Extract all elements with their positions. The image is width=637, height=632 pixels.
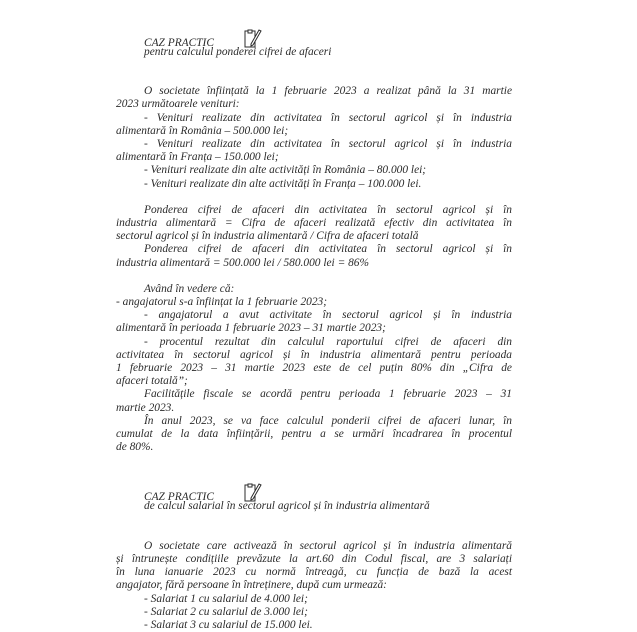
case1-intro-line: 2023 următoarele venituri: [116, 98, 240, 111]
clipboard-pencil-icon [242, 481, 262, 503]
formula-line: industria alimentară = 500.000 lei / 580.000 lei = 86% [116, 256, 369, 269]
case1-title: CAZ PRACTIC [144, 37, 214, 49]
formula-line: industria alimentară = Cifra de afaceri realizată efectiv din activitatea în [116, 217, 512, 230]
case1-subtitle: pentru calculul ponderei cifrei de afaceri [144, 46, 332, 58]
conditions-line: - procentul rezultat din calculul raportului cifrei de afaceri din [144, 335, 512, 348]
conditions-line: martie 2023. [116, 401, 175, 414]
case1-item: - Venituri realizate din activitatea în sectorul agricol și în industria [144, 111, 512, 124]
case2-subtitle: de calcul salarial în sectorul agricol și în industria alimentară [144, 500, 430, 513]
case2-intro-line: O societate care activează în sectorul agricol și în industria alimentară [144, 539, 512, 552]
formula-line: Ponderea cifrei de afaceri din activitatea în sectorul agricol și în [144, 243, 512, 256]
formula-line: sectorul agricol și în industria alimentară / Cifra de afaceri totală [116, 230, 419, 243]
conditions-line: - angajatorul a avut activitate în sectorul agricol și în industria [144, 309, 512, 322]
case1-intro-line: O societate înființată la 1 februarie 2023 a realizat până la 31 martie [144, 85, 512, 98]
case1-item-cont: alimentară în România – 500.000 lei; [116, 124, 289, 137]
case2-intro-line: în luna ianuarie 2023 cu normă întreagă, cu funcția de bază la acest [116, 566, 512, 579]
case2-title: CAZ PRACTIC [144, 491, 214, 504]
formula-line: Ponderea cifrei de afaceri din activitatea în sectorul agricol și în [144, 203, 512, 216]
case1-item: - Venituri realizate din activitatea în sectorul agricol și în industria [144, 138, 512, 151]
case2-intro-line: și întrunește condițiile prevăzute la art.60 din Codul fiscal, are 3 salariați [116, 552, 512, 565]
case1-item-cont: alimentară în Franța – 150.000 lei; [116, 151, 279, 164]
conditions-line: În anul 2023, se va face calculul ponderii cifrei de afaceri lunar, în [144, 414, 512, 427]
case2-item: - Salariat 3 cu salariul de 15.000 lei. [144, 618, 313, 631]
conditions-line: de 80%. [116, 441, 154, 454]
case2-item: - Salariat 2 cu salariul de 3.000 lei; [144, 605, 308, 618]
case2-item: - Salariat 1 cu salariul de 4.000 lei; [144, 592, 308, 605]
conditions-line: activitatea în sectorul agricol și în industria alimentară pentru perioada [116, 348, 512, 361]
case2-intro-line: angajator, fără persoane în întreținere, după cum urmează: [116, 579, 387, 592]
case1-item: - Venituri realizate din alte activități în Franța – 100.000 lei. [144, 177, 422, 190]
conditions-line: cumulat de la data înființării, pentru a se urmări încadrarea în procentul [116, 428, 512, 441]
conditions-line: - angajatorul s-a înființat la 1 februarie 2023; [116, 296, 328, 309]
case1-heading [116, 33, 512, 49]
document-page [116, 33, 512, 632]
conditions-line: Având în vedere că: [144, 282, 235, 295]
conditions-line: Facilitățile fiscale se acordă pentru perioada 1 februarie 2023 – 31 [144, 388, 512, 401]
conditions-line: 1 februarie 2023 – 31 martie 2023 este de cel puțin 80% din „Cifra de [116, 362, 512, 375]
conditions-line: afaceri totală”; [116, 375, 188, 388]
case1-item: - Venituri realizate din alte activități în România – 80.000 lei; [144, 164, 427, 177]
case2-heading [116, 487, 512, 504]
conditions-line: alimentară în perioada 1 februarie 2023 – 31 martie 2023; [116, 322, 386, 335]
clipboard-pencil-icon [242, 27, 262, 49]
